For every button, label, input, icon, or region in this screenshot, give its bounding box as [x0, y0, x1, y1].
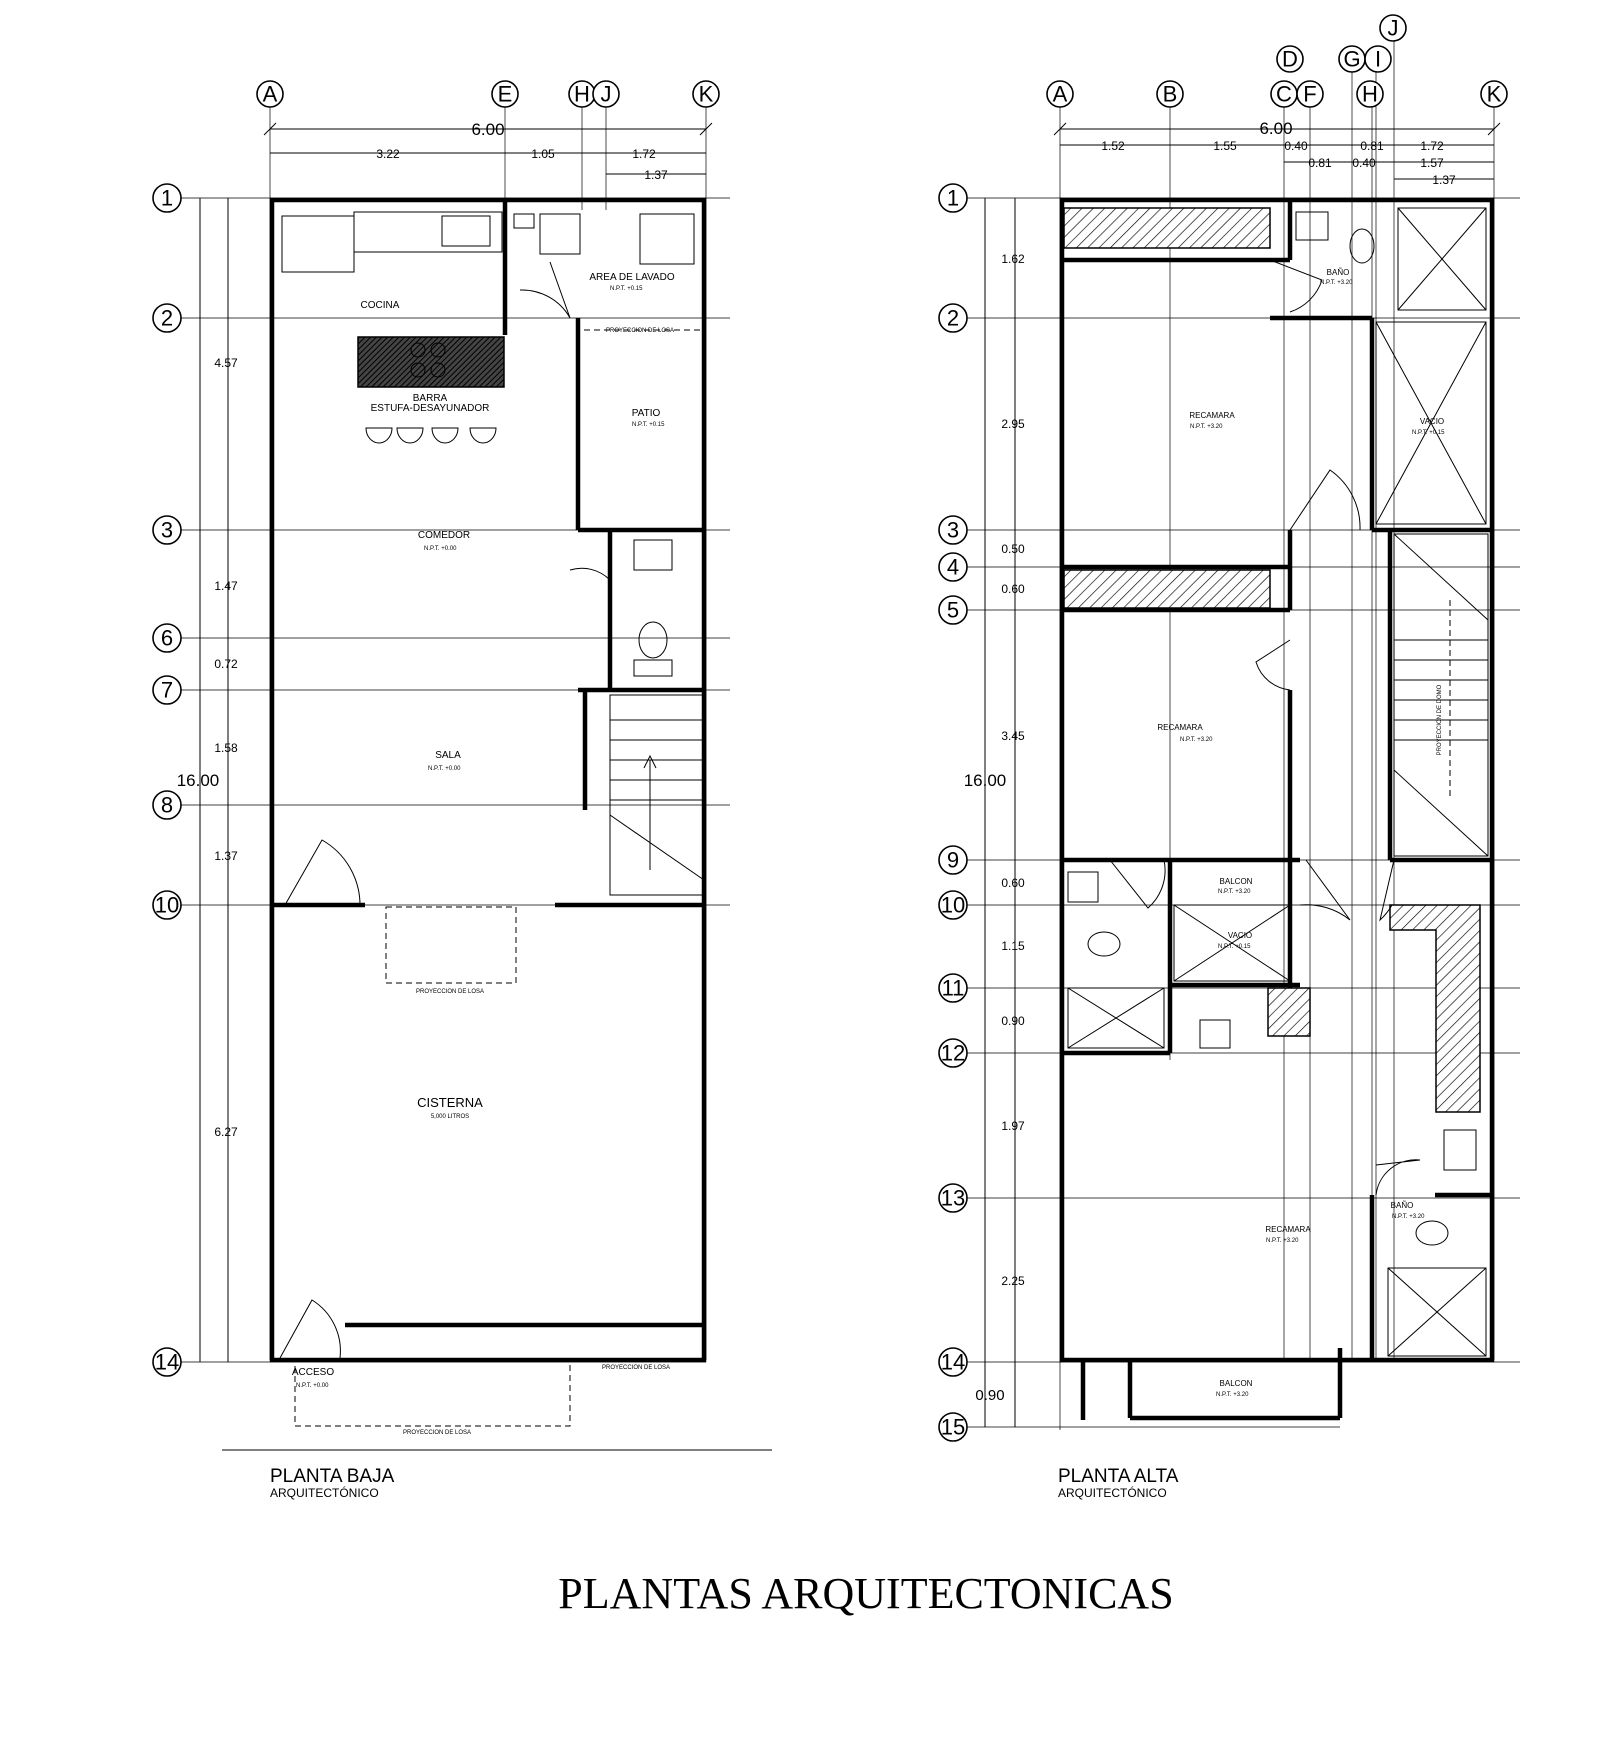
dim-label: 1.72 — [632, 147, 656, 161]
room-level: N.P.T. +0.15 — [1412, 430, 1445, 436]
dim-label: 0.81 — [1360, 139, 1384, 153]
axis-bubble — [939, 1413, 967, 1441]
axis-bubble — [939, 974, 967, 1002]
baja-stairs — [610, 695, 704, 895]
axis-bubble — [939, 1184, 967, 1212]
planta-alta — [939, 15, 1520, 1500]
toilet — [639, 622, 667, 658]
dim-label: 1.58 — [214, 741, 238, 755]
room-name: ACCESO — [291, 1367, 335, 1378]
axis-bubble — [939, 891, 967, 919]
baja-bathroom — [570, 540, 672, 676]
axis-bubble — [939, 1348, 967, 1376]
kitchen-sink — [442, 216, 490, 246]
room-name: COCINA — [360, 300, 400, 311]
dim-label: 3.45 — [1001, 729, 1025, 743]
sheet-title: PLANTAS ARQUITECTONICAS — [558, 1569, 1174, 1618]
baja-left-dimensions — [177, 198, 238, 1362]
room-name: PATIO — [631, 408, 661, 419]
room-name: RECAMARA — [1157, 723, 1203, 732]
axis-bubble — [939, 1039, 967, 1067]
dim-label: 2.25 — [1001, 1274, 1025, 1288]
dim-label: 1.55 — [1213, 139, 1237, 153]
note: PROYECCION DE LOSA — [601, 1365, 671, 1371]
room-level: N.P.T. +3.20 — [1190, 424, 1223, 430]
note: PROYECCION DE LOSA — [415, 989, 485, 995]
toilet — [1350, 229, 1374, 263]
room-name: VACIO — [1227, 931, 1253, 940]
dim-label: 1.37 — [644, 168, 668, 182]
svg-text:12: 12 — [940, 1040, 966, 1066]
room-level: N.P.T. +0.15 — [632, 422, 665, 428]
axis-bubble — [153, 184, 181, 212]
alta-row-axes — [939, 184, 967, 1441]
washbasin — [634, 540, 672, 570]
dim-label: 1.97 — [1001, 1119, 1025, 1133]
total-width: 6.00 — [471, 120, 505, 139]
axis-bubble — [939, 184, 967, 212]
washbasin — [1444, 1130, 1476, 1170]
svg-text:2: 2 — [946, 305, 960, 331]
axis-bubble — [1047, 81, 1073, 107]
dim-label: 1.57 — [1420, 156, 1444, 170]
axis-bubble — [593, 81, 619, 107]
dim-label: 0.60 — [1001, 582, 1025, 596]
room-name: BARRA — [412, 393, 448, 404]
svg-text:B: B — [1162, 81, 1178, 107]
dim-label: 1.05 — [531, 147, 555, 161]
svg-text:A: A — [1052, 81, 1068, 107]
dim-label: 0.81 — [1308, 156, 1332, 170]
plan-subtitle: ARQUITECTÓNICO — [1058, 1486, 1167, 1500]
room-name: VACIO — [1419, 417, 1445, 426]
room-level: N.P.T. +0.00 — [428, 766, 461, 772]
baja-column-axes — [257, 81, 719, 107]
room-level: N.P.T. +0.00 — [296, 1383, 329, 1389]
total-width: 6.00 — [1259, 119, 1293, 138]
svg-text:10: 10 — [940, 892, 966, 918]
svg-text:11: 11 — [941, 975, 965, 1001]
svg-text:E: E — [497, 81, 513, 107]
svg-text:H: H — [1362, 81, 1378, 107]
alta-column-axes — [1047, 15, 1507, 107]
axis-bubble — [939, 596, 967, 624]
dim-label: 1.15 — [1001, 939, 1025, 953]
axis-bubble — [1271, 81, 1297, 107]
washbasin — [1296, 212, 1328, 240]
dim-label: 0.40 — [1352, 156, 1376, 170]
laundry-sink — [540, 214, 580, 254]
axis-bubble — [1481, 81, 1507, 107]
svg-text:K: K — [1486, 81, 1502, 107]
door-swing — [570, 568, 610, 580]
axis-bubble — [1357, 81, 1383, 107]
dim-label: 0.90 — [1001, 1014, 1025, 1028]
alta-top-dimensions — [1054, 119, 1500, 187]
room-level: N.P.T. +3.20 — [1266, 1238, 1299, 1244]
washbasin — [1068, 872, 1098, 902]
axis-bubble — [153, 791, 181, 819]
note: PROYECCION DE LOSA — [605, 328, 675, 334]
svg-text:1: 1 — [946, 185, 960, 211]
svg-text:15: 15 — [940, 1414, 966, 1440]
water-heater — [514, 214, 534, 228]
baja-top-dimensions — [264, 120, 712, 182]
dim-label: 1.62 — [1001, 252, 1025, 266]
note: PROYECCION DE LOSA — [402, 1430, 472, 1436]
svg-text:5: 5 — [946, 597, 960, 623]
dim-label: 1.52 — [1101, 139, 1125, 153]
room-level: N.P.T. +3.20 — [1216, 1392, 1249, 1398]
note: 5,000 LITROS — [430, 1114, 470, 1120]
svg-text:J: J — [1387, 15, 1399, 41]
svg-text:I: I — [1374, 46, 1382, 72]
svg-text:8: 8 — [160, 792, 174, 818]
axis-bubble — [153, 676, 181, 704]
room-name: AREA DE LAVADO — [589, 272, 675, 283]
axis-bubble — [153, 516, 181, 544]
dim-label: 0.72 — [214, 657, 238, 671]
axis-bubble — [153, 304, 181, 332]
svg-text:H: H — [574, 81, 590, 107]
planta-baja — [153, 81, 772, 1500]
axis-bubble — [257, 81, 283, 107]
svg-text:K: K — [698, 81, 714, 107]
svg-text:13: 13 — [940, 1185, 966, 1211]
plan-title: PLANTA BAJA — [270, 1466, 395, 1487]
dim-label: 1.47 — [214, 579, 238, 593]
axis-bubble — [153, 1348, 181, 1376]
fridge — [282, 216, 354, 272]
alta-left-dimensions — [964, 198, 1025, 1427]
axis-bubble — [1277, 46, 1303, 72]
room-level: N.P.T. +0.00 — [424, 546, 457, 552]
axis-bubble — [1365, 46, 1391, 72]
svg-text:G: G — [1343, 46, 1361, 72]
room-name: COMEDOR — [417, 530, 471, 541]
axis-bubble — [939, 553, 967, 581]
axis-bubble — [1380, 15, 1406, 41]
svg-text:2: 2 — [160, 305, 174, 331]
room-level: N.P.T. +0.15 — [1218, 944, 1251, 950]
toilet — [1416, 1221, 1448, 1245]
plan-title: PLANTA ALTA — [1058, 1466, 1179, 1487]
svg-text:D: D — [1282, 46, 1298, 72]
dim-label: 0.40 — [1284, 139, 1308, 153]
svg-text:14: 14 — [154, 1349, 180, 1375]
axis-bubble — [569, 81, 595, 107]
svg-text:9: 9 — [946, 847, 960, 873]
svg-text:J: J — [600, 81, 612, 107]
baja-projections — [222, 330, 772, 1450]
dim-label: 2.95 — [1001, 417, 1025, 431]
svg-text:3: 3 — [160, 517, 174, 543]
room-level: N.P.T. +0.15 — [610, 286, 643, 292]
room-name: CISTERNA — [417, 1095, 483, 1110]
alta-stairs — [1394, 534, 1488, 856]
room-name: BALCON — [1219, 1379, 1253, 1388]
bar-stools — [366, 428, 496, 443]
room-name: BAÑO — [1390, 1201, 1414, 1210]
axis-bubble — [939, 304, 967, 332]
baja-room-labels — [292, 272, 675, 1436]
svg-text:10: 10 — [154, 892, 180, 918]
svg-text:6: 6 — [160, 625, 174, 651]
toilet — [1088, 932, 1120, 956]
svg-text:A: A — [262, 81, 278, 107]
axis-bubble — [939, 846, 967, 874]
svg-text:F: F — [1303, 81, 1317, 107]
room-name: ESTUFA-DESAYUNADOR — [370, 403, 490, 414]
room-level: N.P.T. +3.20 — [1218, 889, 1251, 895]
total-length: 16.00 — [963, 771, 1007, 790]
axis-bubble — [153, 624, 181, 652]
dim-label: 0.60 — [1001, 876, 1025, 890]
svg-text:1: 1 — [160, 185, 174, 211]
alta-fixtures — [1068, 212, 1476, 1245]
axis-bubble — [1339, 46, 1365, 72]
total-length: 16.00 — [176, 771, 220, 790]
dim-label: 0.50 — [1001, 542, 1025, 556]
dim-label: 1.37 — [214, 849, 238, 863]
svg-text:C: C — [1276, 81, 1292, 107]
alta-voids — [1068, 208, 1486, 1356]
dim-label: 1.72 — [1420, 139, 1444, 153]
kitchen-island — [358, 337, 504, 387]
washer — [640, 214, 694, 264]
room-level: N.P.T. +3.20 — [1180, 737, 1213, 743]
dim-label: 4.57 — [214, 356, 238, 370]
axis-bubble — [939, 516, 967, 544]
axis-bubble — [693, 81, 719, 107]
dim-label: 1.37 — [1432, 173, 1456, 187]
alta-walls — [1062, 200, 1492, 1420]
room-level: N.P.T. +3.20 — [1320, 280, 1353, 286]
axis-bubble — [1297, 81, 1323, 107]
svg-text:4: 4 — [946, 554, 960, 580]
room-name: SALA — [435, 750, 461, 761]
room-name: RECAMARA — [1265, 1225, 1311, 1234]
svg-text:7: 7 — [160, 677, 174, 703]
baja-doors — [280, 262, 570, 1358]
axis-bubble — [492, 81, 518, 107]
svg-text:14: 14 — [940, 1349, 966, 1375]
room-name: BALCON — [1219, 877, 1253, 886]
note: PROYECCION DE DOMO — [1437, 684, 1443, 756]
axis-bubble — [153, 891, 181, 919]
plan-subtitle: ARQUITECTÓNICO — [270, 1486, 379, 1500]
alta-room-labels — [1157, 268, 1445, 1398]
baja-axis-lines — [176, 106, 730, 1362]
room-name: BAÑO — [1326, 268, 1350, 277]
dim-label: 6.27 — [214, 1125, 238, 1139]
room-level: N.P.T. +3.20 — [1392, 1214, 1425, 1220]
svg-text:3: 3 — [946, 517, 960, 543]
axis-bubble — [1157, 81, 1183, 107]
room-name: RECAMARA — [1189, 411, 1235, 420]
dim-label: 0.90 — [975, 1387, 1005, 1404]
dim-label: 3.22 — [376, 147, 400, 161]
